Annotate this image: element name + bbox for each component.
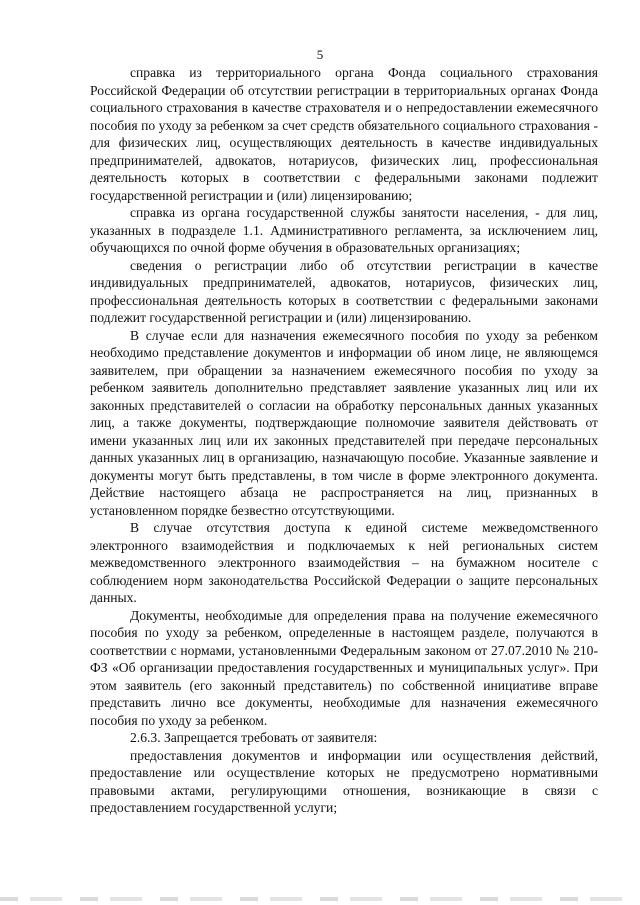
- document-body: [90, 64, 598, 817]
- scan-edge-artifact: [0, 897, 640, 901]
- paragraph-section-2-6-3-heading: 2.6.3. Запрещается требовать от заявителя:: [130, 730, 378, 745]
- page-number: 5: [316, 47, 324, 62]
- paragraph-fss-certificate: справка из территориального органа Фонда социального страхования Российской Федерации об отсутствии регистрации в территориальных органах Фонда социального страхования в качестве страхователя и о непредоставлении ежемесячного пособия по уходу за ребенком за счет средств обязательного социального страхования - для физических лиц, осуществляющих деятельность в качестве индивидуальных предпринимателей, адвокатов, нотариусов, физических лиц, профессиональная деятельность которых в соответствии с федеральными законами подлежит государственной регистрации и (или) лицензированию;: [90, 65, 598, 203]
- paragraph-registration-info: сведения о регистрации либо об отсутствии регистрации в качестве индивидуальных предпринимателей, адвокатов, нотариусов, физических лиц, профессиональная деятельность которых в соответствии с федеральными законами подлежит государственной регистрации и (или) лицензированию.: [90, 257, 598, 325]
- paragraph-employment-service-certificate: справка из органа государственной службы занятости населения, - для лиц, указанных в подразделе 1.1. Административного регламента, за исключением лиц, обучающихся по очной форме обучения в образовательных организациях;: [90, 205, 598, 255]
- paragraph-prohibited-requirements: предоставления документов и информации или осуществления действий, предоставление или осуществление которых не предусмотрено нормативными правовыми актами, регулирующими отношения, возникающие в связи с предоставлением государственной услуги;: [90, 747, 598, 815]
- paragraph-other-person-consent: В случае если для назначения ежемесячного пособия по уходу за ребенком необходимо представление документов и информации об ином лице, не являющемся заявителем, при обращении за назначением ежемесячного пособия по уходу за ребенком заявитель дополнительно представляет заявление указанных лиц или их законных представителей о согласии на обработку персональных данных указанных лиц, а также документы, подтверждающие полномочие заявителя действовать от имени указанных лиц или их законных представителей при передаче персональных данных указанных лиц в организацию, назначающую пособие. Указанные заявление и документы могут быть представлены, в том числе в форме электронного документа. Действие настоящего абзаца не распространяется на лиц, признанных в установленном порядке безвестно отсутствующими.: [90, 327, 598, 518]
- paragraph-documents-obtained: Документы, необходимые для определения права на получение ежемесячного пособия по уходу за ребенком, определенные в настоящем разделе, получаются в соответствии с нормами, установленными Федеральным законом от 27.07.2010 № 210-ФЗ «Об организации предоставления государственных и муниципальных услуг». При этом заявитель (его законный представитель) по собственной инициативе вправе представить лично все документы, необходимые для назначения ежемесячного пособия по уходу за ребенком.: [90, 607, 598, 728]
- paragraph-no-interagency-access: В случае отсутствия доступа к единой системе межведомственного электронного взаимодействия и подключаемых к ней региональных систем межведомственного электронного взаимодействия – на бумажном носителе с соблюдением норм законодательства Российской Федерации о защите персональных данных.: [90, 520, 598, 605]
